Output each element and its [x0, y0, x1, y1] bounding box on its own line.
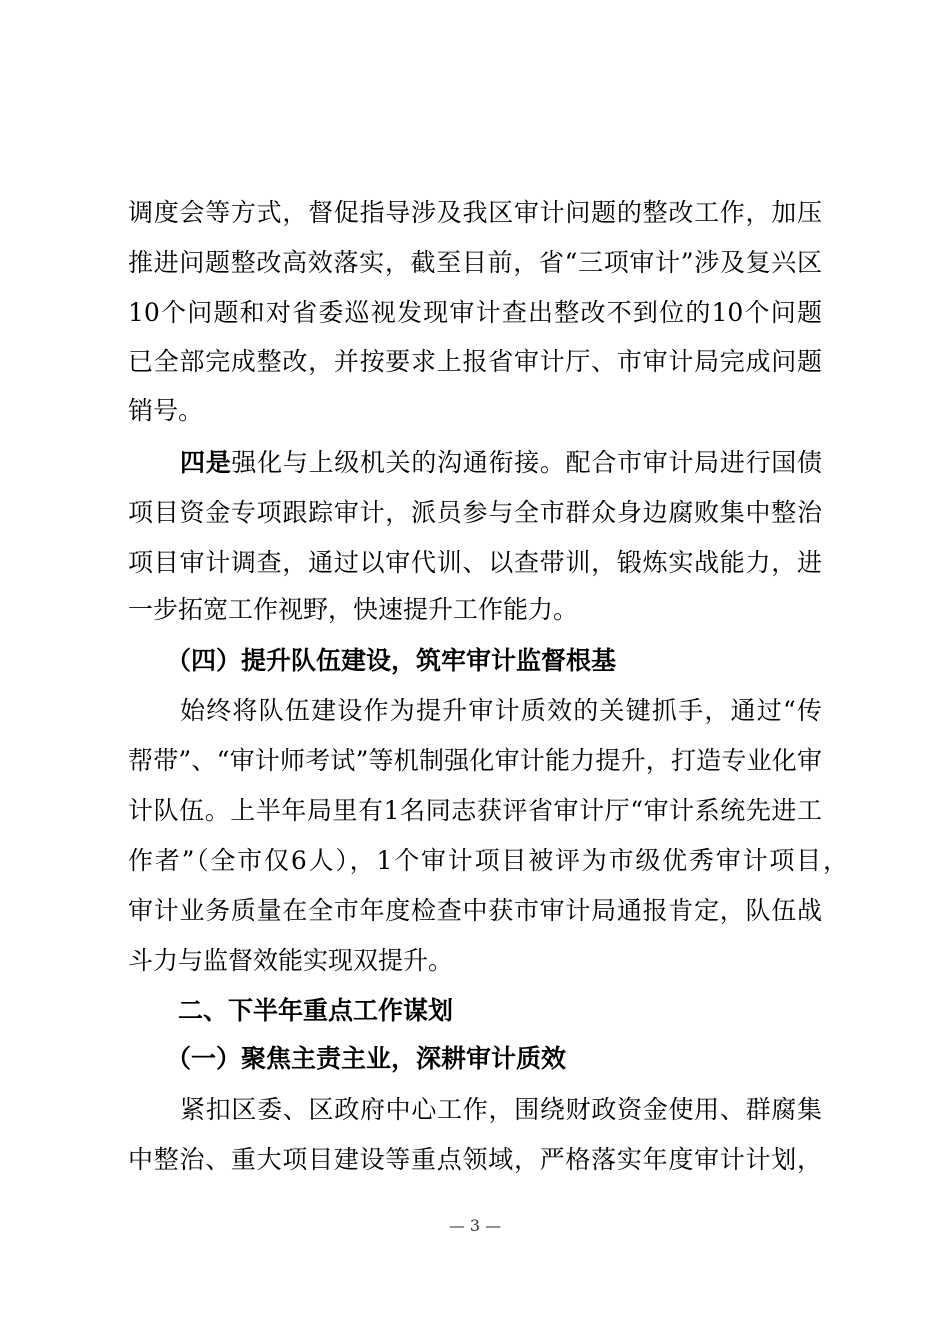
- body-line: 计队伍。上半年局里有1名同志获评省审计厅“审计系统先进工: [128, 796, 822, 825]
- body-line: 斗力与监督效能实现双提升。: [128, 946, 454, 975]
- body-line: 项目资金专项跟踪审计，派员参与全市群众身边腐败集中整治: [128, 498, 822, 527]
- body-line: 项目审计调查，通过以审代训、以查带训，锻炼实战能力，进: [128, 548, 822, 577]
- body-text: 强化与上级机关的沟通衔接。配合市审计局进行国债: [231, 448, 822, 477]
- body-line: 紧扣区委、区政府中心工作，围绕财政资金使用、群腐集: [180, 1095, 822, 1124]
- bold-lead: 四是: [180, 448, 232, 477]
- body-line: 销号。: [128, 396, 204, 425]
- body-line: 始终将队伍建设作为提升审计质效的关键抓手，通过“传: [180, 696, 822, 725]
- body-line: 作者”（全市仅6人），1个审计项目被评为市级优秀审计项目，: [128, 846, 848, 875]
- section-heading: （一）聚焦主责主业，深耕审计质效: [166, 1044, 567, 1073]
- body-line: 一步拓宽工作视野，快速提升工作能力。: [128, 595, 579, 624]
- page-number: — 3 —: [448, 1216, 502, 1235]
- body-line: 10个问题和对省委巡视发现审计查出整改不到位的10个问题: [128, 298, 822, 327]
- body-line: [180, 448, 822, 478]
- chapter-heading: 二、下半年重点工作谋划: [178, 996, 454, 1025]
- body-line: 调度会等方式，督促指导涉及我区审计问题的整改工作，加压: [128, 198, 822, 227]
- body-line: 推进问题整改高效落实，截至目前，省“三项审计”涉及复兴区: [128, 248, 822, 277]
- body-line: 审计业务质量在全市年度检查中获市审计局通报肯定，队伍战: [128, 896, 822, 925]
- body-line: 中整治、重大项目建设等重点领域，严格落实年度审计计划，: [128, 1145, 822, 1174]
- section-heading: （四）提升队伍建设，筑牢审计监督根基: [166, 646, 617, 675]
- body-line: 已全部完成整改，并按要求上报省审计厅、市审计局完成问题: [128, 347, 822, 376]
- body-line: 帮带”、“审计师考试”等机制强化审计能力提升，打造专业化审: [128, 746, 822, 775]
